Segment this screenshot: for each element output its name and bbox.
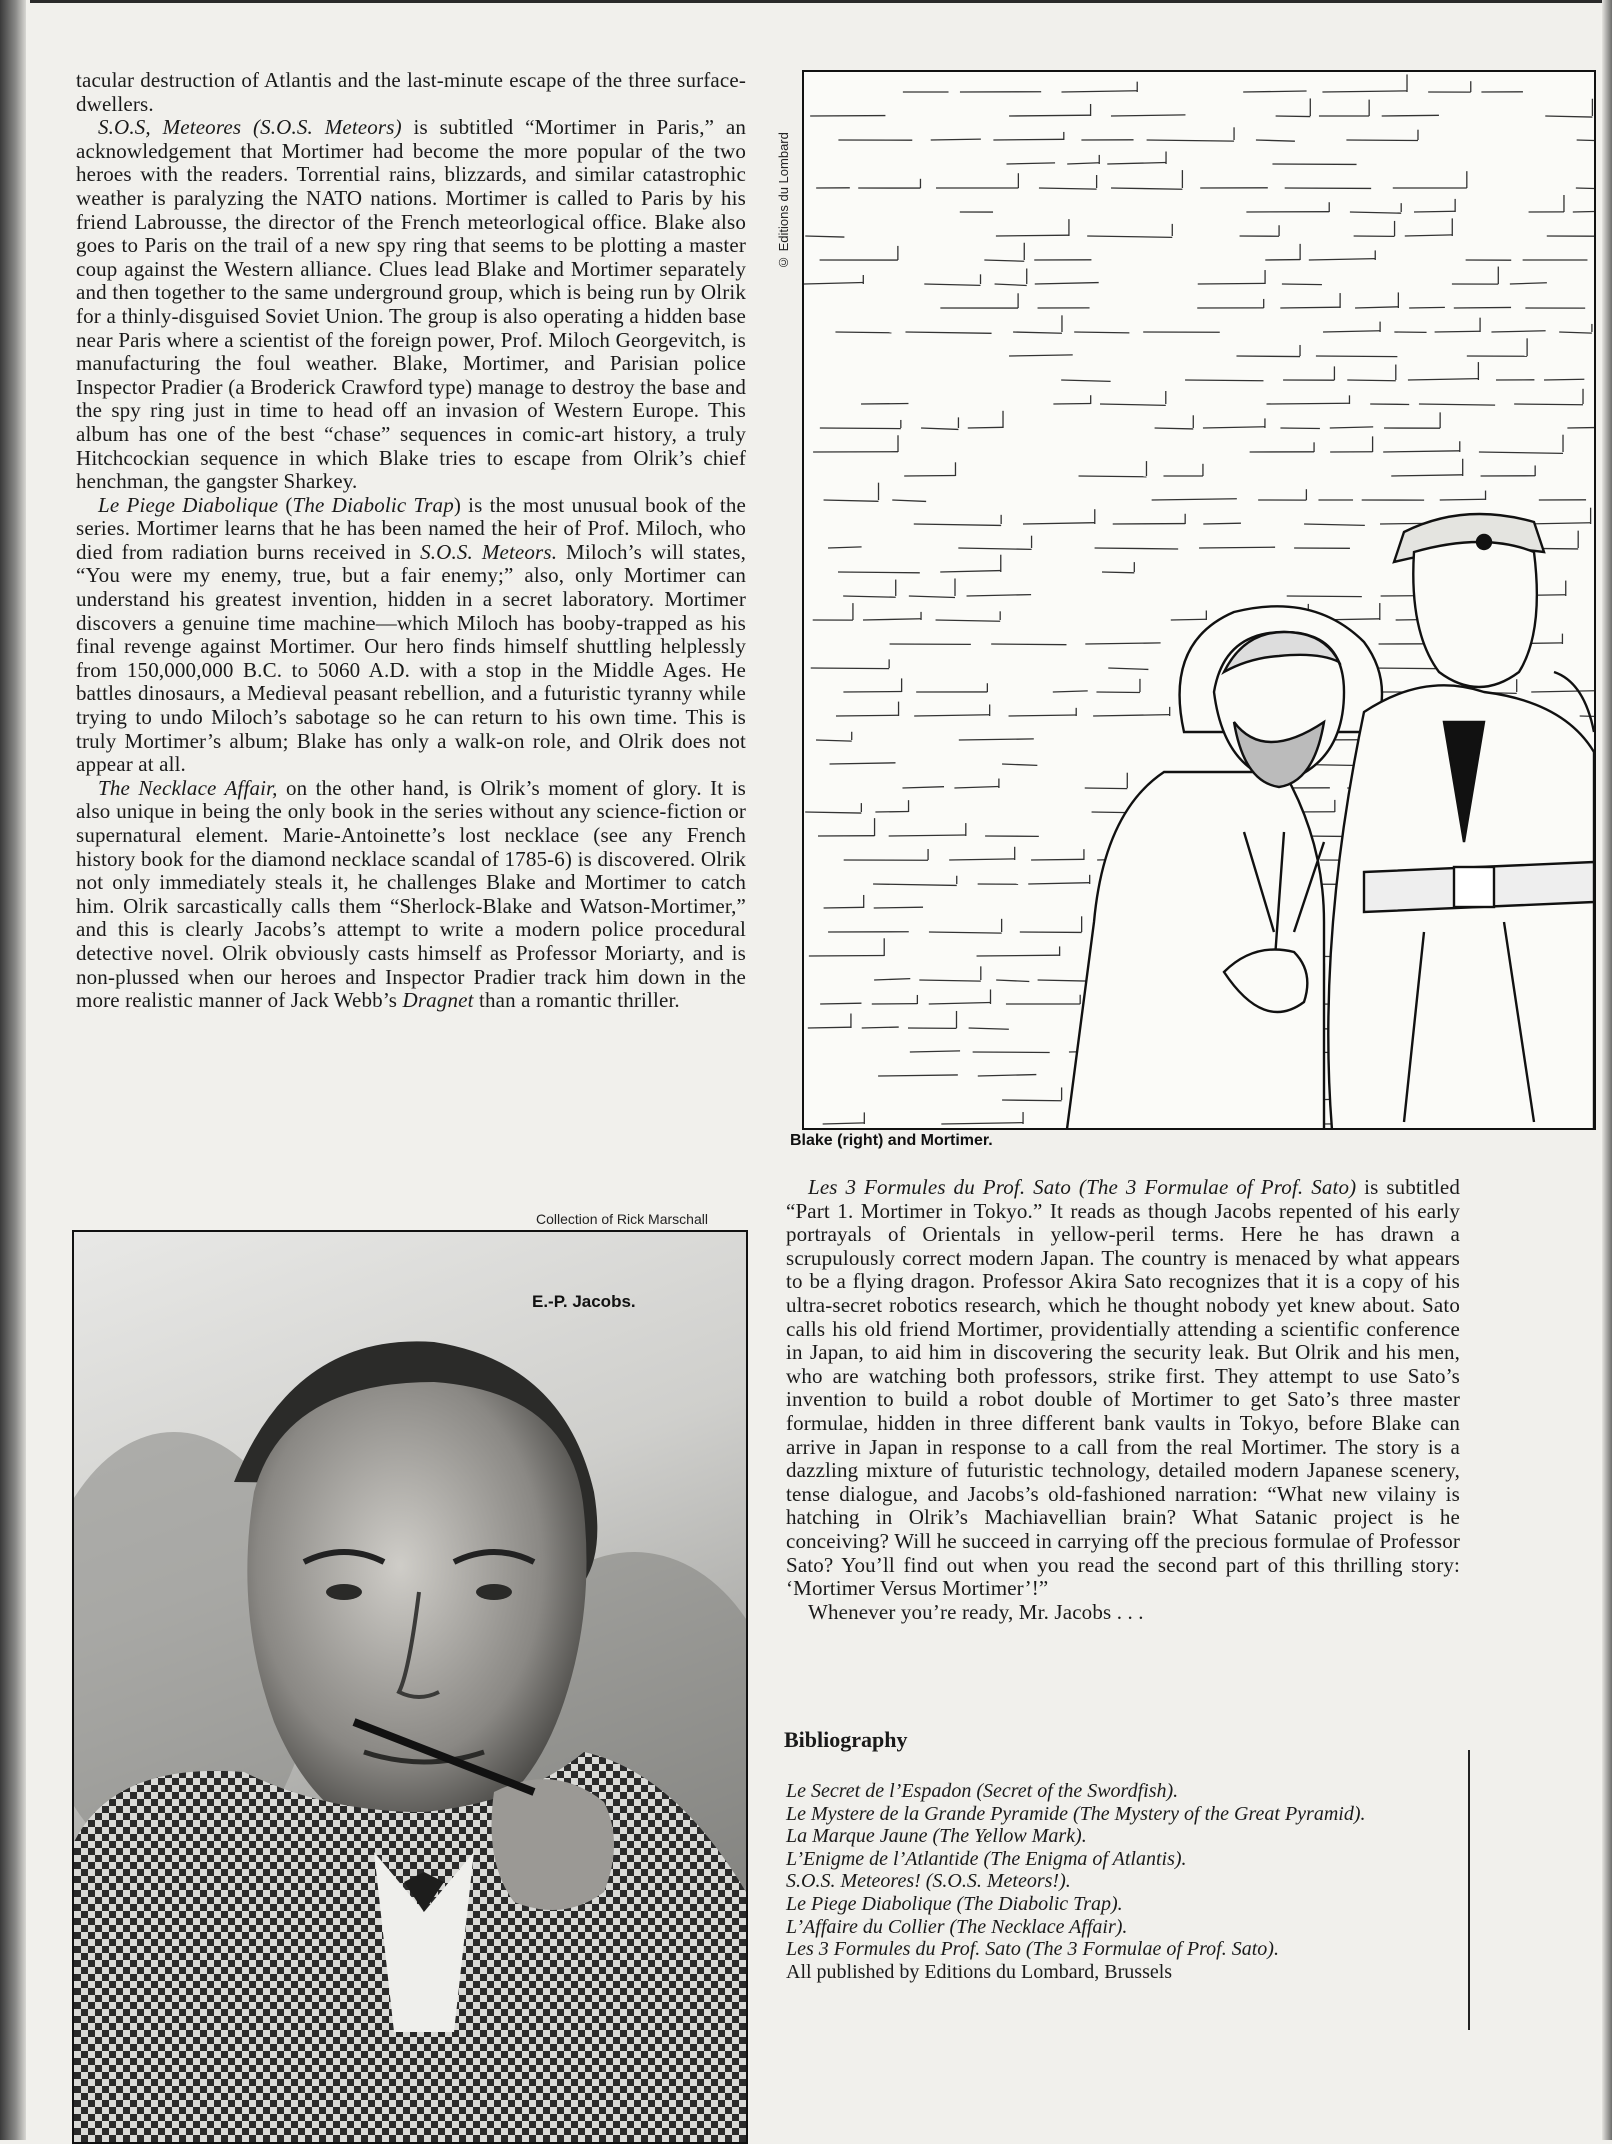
bibliography-item: Le Mystere de la Grande Pyramide (The Mystery of the Great Pyramid).: [786, 1803, 1466, 1826]
bibliography-publisher-note: All published by Editions du Lombard, Brussels: [786, 1961, 1466, 1984]
comic-caption: Blake (right) and Mortimer.: [790, 1132, 993, 1150]
left-column-text: [76, 69, 746, 1013]
page-top-edge: [30, 0, 1612, 3]
bibliography-item: L’Enigme de l’Atlantide (The Enigma of Atlantis).: [786, 1848, 1466, 1871]
bibliography-rule: [1468, 1750, 1470, 2030]
bibliography-item: Le Secret de l’Espadon (Secret of the Swordfish).: [786, 1780, 1466, 1803]
body-sos-meteores: is subtitled “Mortimer in Paris,” an acknowledgement that Mortimer had become the more popular of the two heroes with the readers. Torrential rains, blizzards, and similar catastrophic weather is paralyzing the NATO nations. Mortimer is called to Paris by his friend Labrousse, the director of the French meteorlogical office. Blake also goes to Paris on the trail of a new spy ring that seems to be plotting a master coup against the Western alliance. Clues lead Blake and Mortimer separately and then together to the same underground group, which is being run by Olrik for a thinly-disguised Soviet Union. The group is also operating a hidden base near Paris where a scientist of the foreign power, Prof. Miloch Georgevitch, is manufacturing the foul weather. Blake, Mortimer, and Parisian police Inspector Pradier (a Broderick Crawford type) manage to destroy the base and the spy ring just in time to head off an invasion of Western Europe. This album has one of the best “chase” sequences in comic-art history, a truly Hitchcockian sequence in which Blake tries to escape from Olrik’s chief henchman, the gangster Sharkey.: [76, 115, 746, 493]
italic-sos-meteors: S.O.S. Meteors.: [420, 540, 557, 564]
italic-dragnet: Dragnet: [403, 988, 474, 1012]
paragraph-necklace-affair: [76, 777, 746, 1013]
bibliography-item: L’Affaire du Collier (The Necklace Affair).: [786, 1916, 1466, 1939]
bibliography-list: [786, 1780, 1466, 1983]
paragraph-atlantis-end: tacular destruction of Atlantis and the last-minute escape of the three surface-dwellers.: [76, 69, 746, 116]
body-prof-sato: is subtitled “Part 1. Mortimer in Tokyo.” It reads as though Jacobs repented of his early portrayals of Orientals in yellow-peril terms. Here he has drawn a scrupulously correct modern Japan. The country is menaced by what appears to be a flying dragon. Professor Akira Sato recognizes that it is a copy of his ultra-secret robotics research, which he thought nobody yet knew about. Sato calls his old friend Mortimer, providentially attending a scientific conference in Japan, to aid him in discovering the security leak. But Olrik and his men, who are watching both professors, strike first. They attempt to use Sato’s invention to build a robot double of Mortimer to get Sato’s three master formulae, hidden in three different bank vaults in Tokyo, before Blake can arrive in Japan in response to a call from the real Mortimer. The story is a dazzling mixture of futuristic technology, detailed modern Japanese scenery, tense dialogue, and Jacobs’s old-fashioned narration: “What new vilainy is hatching in Olrik’s Machiavellian brain? What Satanic project is he conceiving? Will he succeed in carrying off the precious formulae of Professor Sato? You’ll find out when you read the second part of this thrilling story: ‘Mortimer Versus Mortimer’!”: [786, 1175, 1460, 1600]
title-necklace-affair: The Necklace Affair,: [98, 776, 278, 800]
portrait-photo: [72, 1230, 748, 2144]
page-right-edge: [1602, 0, 1612, 2140]
title-piege-diabolique: Le Piege Diabolique: [98, 493, 278, 517]
comic-panel-illustration: [802, 70, 1596, 1130]
bibliography-item: S.O.S. Meteores! (S.O.S. Meteors!).: [786, 1870, 1466, 1893]
photo-caption: E.-P. Jacobs.: [532, 1292, 636, 1312]
bibliography-heading: Bibliography: [784, 1727, 907, 1753]
paragraph-sos-meteores: [76, 116, 746, 494]
comic-credit: © Editions du Lombard: [776, 70, 802, 270]
paragraph-piege-diabolique: Le Piege Diabolique (The Diabolic Trap) is the most unusual book of the series. Mortimer learns that he has been named the heir of Prof. Miloch, who died from radiation burns received in S.O.S. Meteors. Miloch’s will states, “You were my enemy, true, but a fair enemy;” also, only Mortimer can understand his greatest invention, hidden in a secret laboratory. Mortimer discovers a genuine time machine—which Miloch has booby-trapped as his final revenge against Mortimer. Our hero finds himself shuttling helplessly from 150,000,000 B.C. to 5060 A.D. with a stop in the Middle Ages. He battles dinosaurs, a Medieval peasant rebellion, and a futuristic tyranny while trying to undo Miloch’s sabotage so he can return to his own time. This is truly Mortimer’s album; Blake has only a walk-on role, and Olrik does not appear at all.: [76, 494, 746, 777]
right-column-text: [786, 1176, 1460, 1624]
body-necklace-b: than a romantic thriller.: [474, 988, 680, 1012]
photo-credit: Collection of Rick Marschall: [536, 1211, 708, 1227]
bibliography-item: La Marque Jaune (The Yellow Mark).: [786, 1825, 1466, 1848]
bibliography-item: Les 3 Formules du Prof. Sato (The 3 Formulae of Prof. Sato).: [786, 1938, 1466, 1961]
portrait-figure: [74, 1232, 746, 2142]
blake-mortimer-figures: [804, 72, 1594, 1128]
title-prof-sato: Les 3 Formules du Prof. Sato (The 3 Formulae of Prof. Sato): [808, 1175, 1356, 1199]
paragraph-closing: Whenever you’re ready, Mr. Jacobs . . .: [786, 1601, 1460, 1625]
title-sos-meteores: S.O.S, Meteores (S.O.S. Meteors): [98, 115, 402, 139]
body-piege-a: is the most unusual book of the series. Mortimer learns that he has been named the heir of Prof. Miloch, who died from radiation burns received in: [76, 493, 746, 564]
title-diabolic-trap: The Diabolic Trap: [293, 493, 454, 517]
body-piege-b: Miloch’s will states, “You were my enemy, true, but a fair enemy;” also, only Mortimer can understand his greatest invention, hidden in a secret laboratory. Mortimer discovers a genuine time machine—which Miloch has booby-trapped as his final revenge against Mortimer. Our hero finds himself shuttling helplessly from 150,000,000 B.C. to 5060 A.D. with a stop in the Middle Ages. He battles dinosaurs, a Medieval peasant rebellion, and a futuristic tyranny while trying to undo Miloch’s sabotage so he can return to his own time. This is truly Mortimer’s album; Blake has only a walk-on role, and Olrik does not appear at all.: [76, 540, 746, 776]
body-necklace-a: on the other hand, is Olrik’s moment of glory. It is also unique in being the only book in the series without any science-fiction or supernatural element. Marie-Antoinette’s lost necklace (see any French history book for the diamond necklace scandal of 1785-6) is discovered. Olrik not only immediately steals it, he challenges Blake and Mortimer to catch him. Olrik sarcastically calls them “Sherlock-Blake and Watson-Mortimer,” and this is clearly Jacobs’s attempt to write a modern police procedural detective novel. Olrik obviously casts himself as Professor Moriarty, and is non-plussed when our heroes and Inspector Pradier track him down in the more realistic manner of Jack Webb’s: [76, 776, 746, 1012]
paragraph-prof-sato: [786, 1176, 1460, 1601]
bibliography-item: Le Piege Diabolique (The Diabolic Trap).: [786, 1893, 1466, 1916]
page-binding-shadow: [0, 0, 26, 2140]
